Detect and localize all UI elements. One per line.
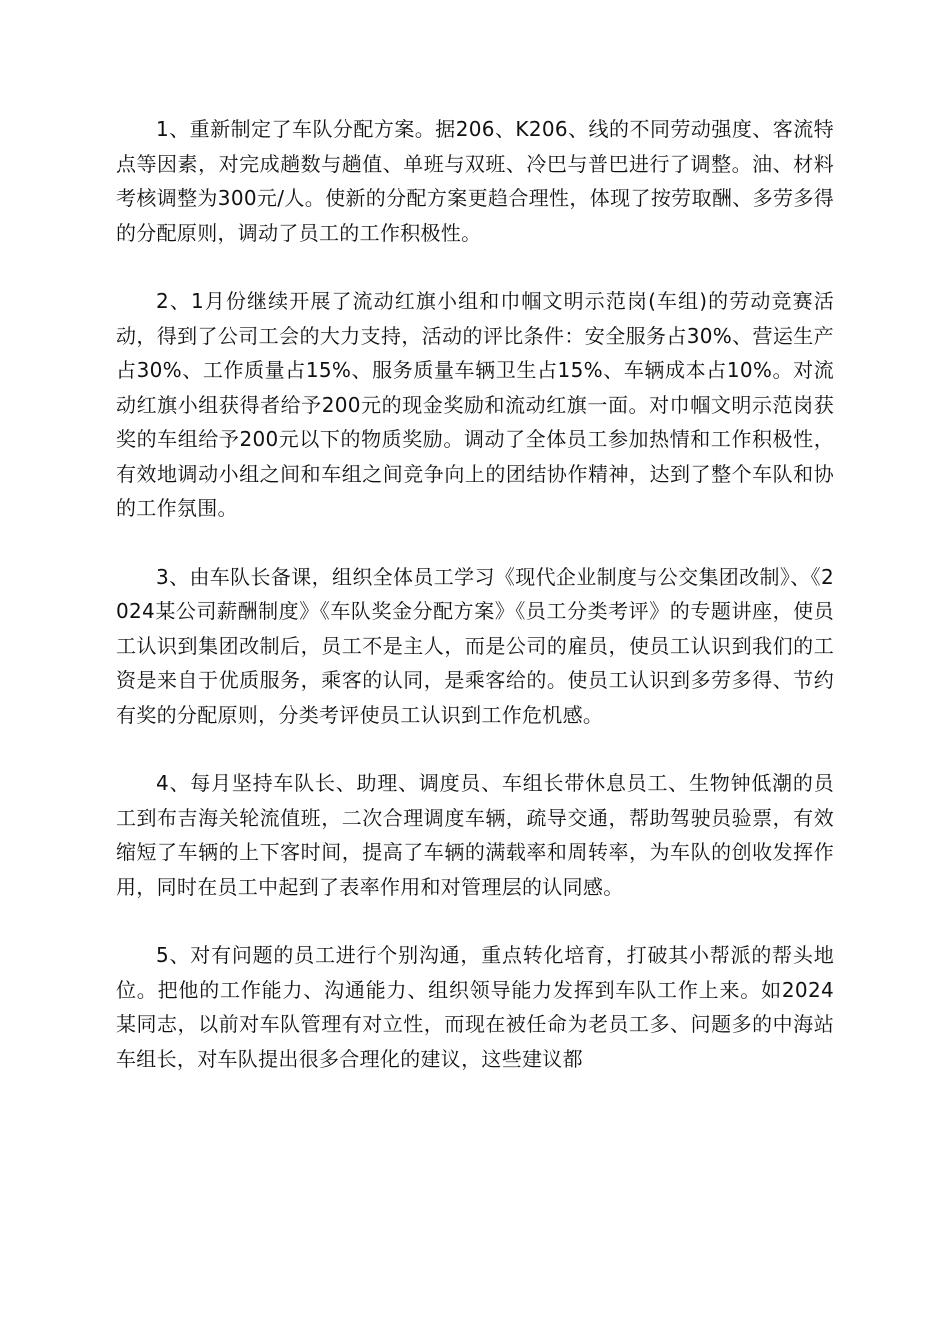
paragraph-3: 3、由车队长备课，组织全体员工学习《现代企业制度与公交集团改制》、《2024某公司薪酬制度》《车队奖金分配方案》《员工分类考评》的专题讲座，使员工认识到集团改制后，员工不是主人，而是公司的雇员，使员工认识到我们的工资是来自于优质服务，乘客的认同，是乘客给的。使员工认识到多劳多得、节约有奖的分配原则，分类考评使员工认识到工作危机感。 [116, 564, 834, 727]
document-body [116, 112, 834, 1110]
paragraph-2: 2、1月份继续开展了流动红旗小组和巾帼文明示范岗(车组)的劳动竞赛活动，得到了公司工会的大力支持，活动的评比条件：安全服务占30%、营运生产占30%、工作质量占15%、服务质量车辆卫生占15%、车辆成本占10%。对流动红旗小组获得者给予200元的现金奖励和流动红旗一面。对巾帼文明示范岗获奖的车组给予200元以下的物质奖励。调动了全体员工参加热情和工作积极性，有效地调动小组之间和车组之间竞争向上的团结协作精神，达到了整个车队和协的工作氛围。 [116, 289, 834, 520]
paragraph-1: 1、重新制定了车队分配方案。据206、K206、线的不同劳动强度、客流特点等因素，对完成趟数与趟值、单班与双班、冷巴与普巴进行了调整。油、材料考核调整为300元/人。使新的分配方案更趋合理性，体现了按劳取酬、多劳多得的分配原则，调动了员工的工作积极性。 [116, 117, 834, 245]
paragraph-5: 5、对有问题的员工进行个别沟通，重点转化培育，打破其小帮派的帮头地位。把他的工作能力、沟通能力、组织领导能力发挥到车队工作上来。如2024某同志，以前对车队管理有对立性，而现在被任命为老员工多、问题多的中海站车组长，对车队提出很多合理化的建议，这些建议都 [116, 943, 834, 1071]
paragraph-4: 4、每月坚持车队长、助理、调度员、车组长带休息员工、生物钟低潮的员工到布吉海关轮流值班，二次合理调度车辆，疏导交通，帮助驾驶员验票，有效缩短了车辆的上下客时间，提高了车辆的满载率和周转率，为车队的创收发挥作用，同时在员工中起到了表率作用和对管理层的认同感。 [116, 771, 834, 899]
